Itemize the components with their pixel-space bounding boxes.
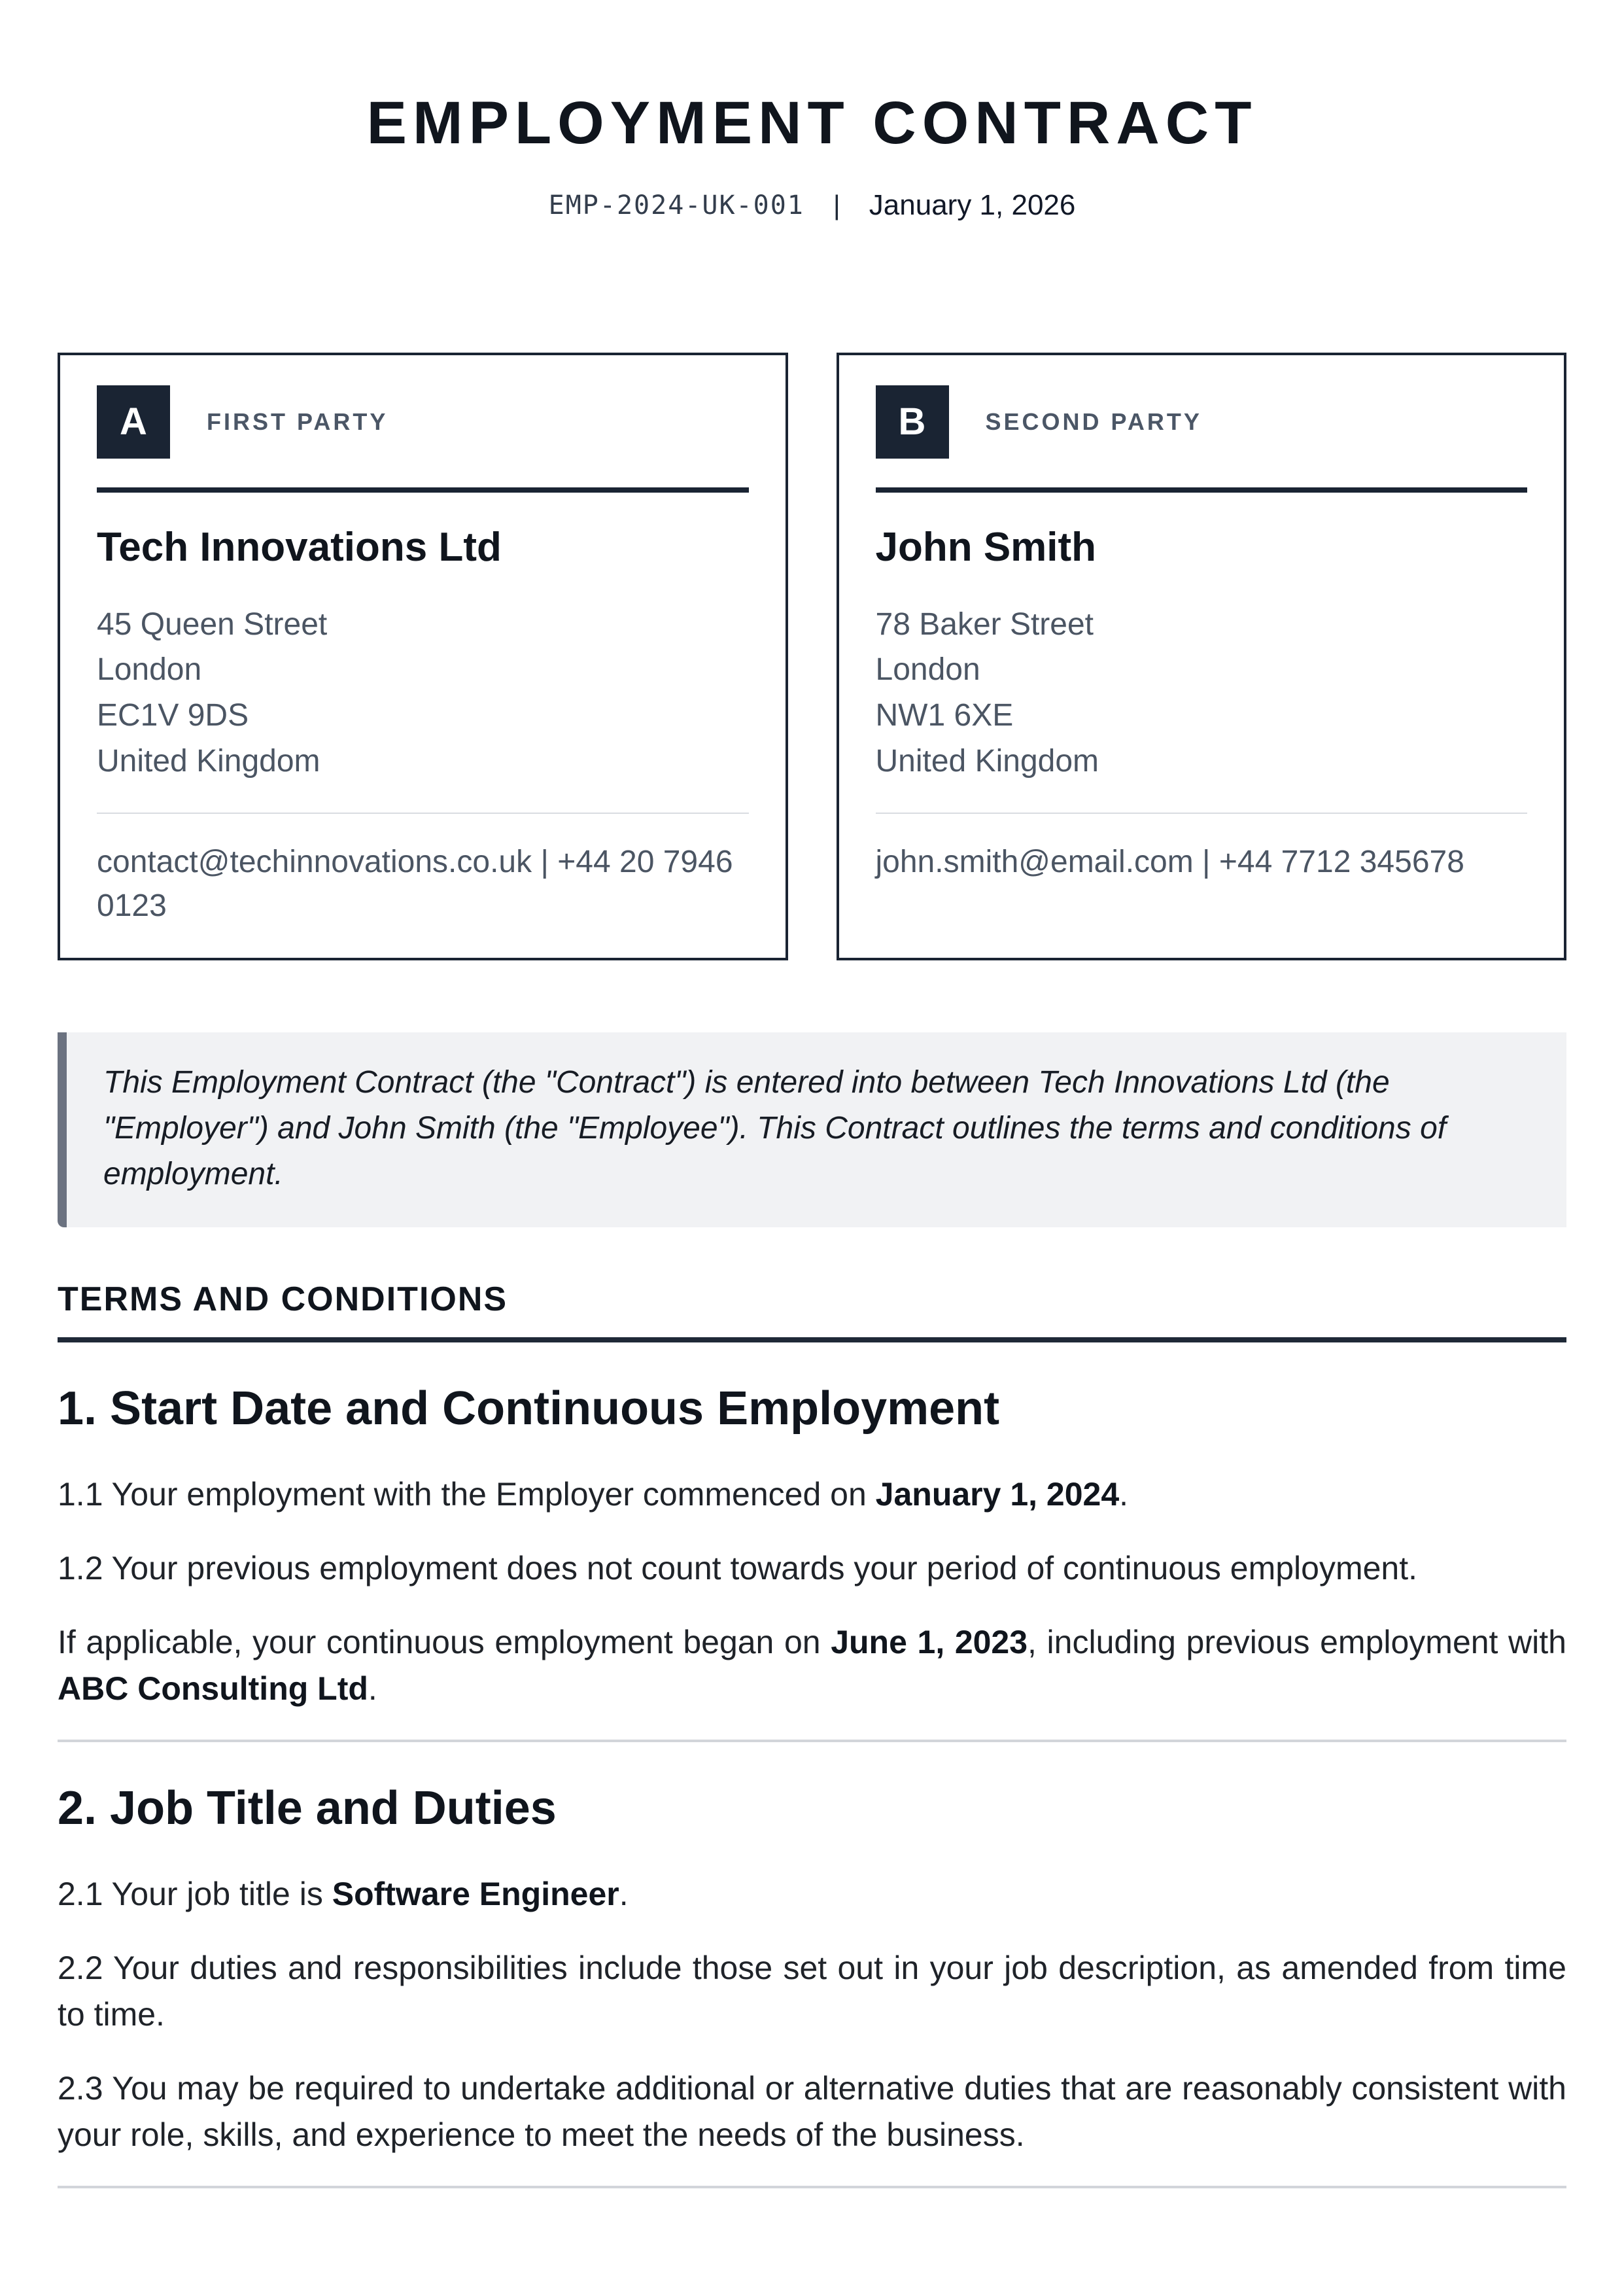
address-line: London: [97, 652, 202, 688]
clause-emphasis: June 1, 2023: [831, 1624, 1028, 1661]
terms-underline: [58, 1337, 1566, 1342]
address-line: London: [875, 652, 980, 688]
parties-row: [58, 353, 1566, 960]
party-rule: [876, 487, 1528, 493]
document-header: [58, 92, 1566, 222]
contract-section: [58, 1383, 1566, 1712]
clause-paragraph: 2.1 Your job title is Software Engineer.: [58, 1876, 629, 1913]
intro-clause: This Employment Contract (the "Contract") is entered into between Tech Innovations Ltd (the "Employer") and John Smith (the "Employee"). This Contract outlines the terms and conditions of employment.: [58, 1032, 1566, 1227]
address-line: 78 Baker Street: [875, 606, 1094, 642]
section-divider: [58, 2186, 1566, 2188]
document-number: EMP-2024-UK-001: [548, 190, 804, 220]
address-line: United Kingdom: [875, 743, 1099, 779]
party-contact-divider: [876, 813, 1528, 814]
clause-emphasis: ABC Consulting Ltd: [58, 1670, 368, 1708]
clause-paragraph: If applicable, your continuous employment began on June 1, 2023, including previous employment with ABC Consulting Ltd.: [58, 1624, 1566, 1708]
clause-paragraph: 2.3 You may be required to undertake additional or alternative duties that are reasonably consistent with your role, skills, and experience to meet the needs of the business.: [58, 2070, 1566, 2154]
section-title: 2. Job Title and Duties: [58, 1782, 557, 1835]
clause-emphasis: January 1, 2024: [875, 1476, 1120, 1513]
clause-emphasis: Software Engineer: [332, 1876, 619, 1913]
address-line: EC1V 9DS: [97, 698, 249, 733]
terms-heading: TERMS AND CONDITIONS: [58, 1280, 508, 1318]
first-party-card: [58, 353, 788, 960]
document-date: January 1, 2026: [869, 188, 1076, 221]
party-badge: B: [876, 385, 949, 459]
party-card-header: [876, 385, 1528, 459]
second-party-card: [837, 353, 1567, 960]
party-address: [876, 602, 1528, 784]
party-contact: contact@techinnovations.co.uk | +44 20 7946 0123: [97, 845, 733, 924]
party-address: [97, 602, 749, 784]
address-line: NW1 6XE: [875, 698, 1014, 733]
clause-paragraph: 1.2 Your previous employment does not count towards your period of continuous employment.: [58, 1550, 1418, 1587]
terms-heading-block: [58, 1280, 1566, 1342]
party-label: SECOND PARTY: [985, 408, 1202, 435]
clause-paragraph: 2.2 Your duties and responsibilities include those set out in your job description, as amended from time to time.: [58, 1950, 1566, 2033]
party-badge: A: [97, 385, 170, 459]
address-line: 45 Queen Street: [97, 606, 328, 642]
meta-separator: |: [833, 189, 840, 220]
party-label: FIRST PARTY: [207, 408, 389, 435]
party-card-header: [97, 385, 749, 459]
party-rule: [97, 487, 749, 493]
address-line: United Kingdom: [97, 743, 320, 779]
contract-section: [58, 1783, 1566, 2158]
party-name: Tech Innovations Ltd: [97, 524, 502, 570]
sections-container: [58, 1383, 1566, 2188]
section-title: 1. Start Date and Continuous Employment: [58, 1382, 1000, 1435]
party-contact: john.smith@email.com | +44 7712 345678: [875, 845, 1464, 880]
document-title: EMPLOYMENT CONTRACT: [366, 90, 1258, 156]
clause-paragraph: 1.1 Your employment with the Employer commenced on January 1, 2024.: [58, 1476, 1129, 1513]
party-name: John Smith: [875, 524, 1097, 570]
document-meta: [58, 189, 1566, 222]
section-divider: [58, 1740, 1566, 1742]
party-contact-divider: [97, 813, 749, 814]
